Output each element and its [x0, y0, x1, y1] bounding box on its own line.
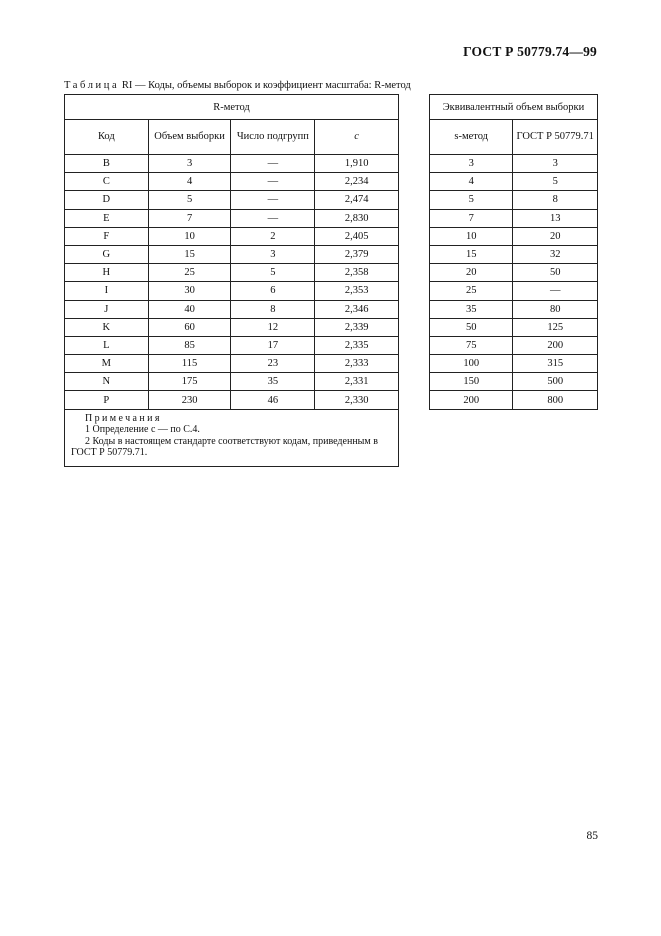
c-value-cell: 2,346 — [315, 300, 399, 318]
c-value-cell: 2,330 — [315, 391, 399, 409]
code-cell: B — [65, 155, 149, 173]
subgroups-cell: 6 — [231, 282, 315, 300]
subgroups-cell: 5 — [231, 264, 315, 282]
s-method-cell: 50 — [430, 318, 513, 336]
table-notes — [65, 409, 399, 466]
table-row — [430, 336, 598, 354]
table-row — [65, 191, 399, 209]
table-row — [430, 318, 598, 336]
table-row — [65, 355, 399, 373]
equivalent-title: Эквивалентный объем выборки — [430, 95, 598, 120]
gost-size-cell: 200 — [513, 336, 598, 354]
code-cell: K — [65, 318, 149, 336]
code-cell: C — [65, 173, 149, 191]
column-header-sample-size: Объем выборки — [148, 120, 231, 155]
code-cell: P — [65, 391, 149, 409]
table-row — [430, 300, 598, 318]
table-row — [65, 318, 399, 336]
c-value-cell: 2,333 — [315, 355, 399, 373]
table-row — [430, 391, 598, 409]
sample-size-cell: 85 — [148, 336, 231, 354]
subgroups-cell: 17 — [231, 336, 315, 354]
table-row — [65, 373, 399, 391]
subgroups-cell: — — [231, 155, 315, 173]
code-cell: M — [65, 355, 149, 373]
s-method-cell: 3 — [430, 155, 513, 173]
table-row — [430, 227, 598, 245]
s-method-cell: 35 — [430, 300, 513, 318]
column-header-subgroups: Число подгрупп — [231, 120, 315, 155]
code-cell: D — [65, 191, 149, 209]
table-caption-text: RI — Коды, объемы выборок и коэффициент масштаба: R-метод — [121, 80, 411, 91]
table-row — [65, 209, 399, 227]
page-number: 85 — [586, 830, 598, 842]
c-value-cell: 1,910 — [315, 155, 399, 173]
column-header-code: Код — [65, 120, 149, 155]
sample-size-cell: 230 — [148, 391, 231, 409]
s-method-cell: 20 — [430, 264, 513, 282]
table-row — [430, 155, 598, 173]
gost-size-cell: 32 — [513, 245, 598, 263]
s-method-cell: 200 — [430, 391, 513, 409]
table-row — [65, 155, 399, 173]
s-method-cell: 150 — [430, 373, 513, 391]
table-row — [65, 245, 399, 263]
gost-size-cell: 500 — [513, 373, 598, 391]
sample-size-cell: 10 — [148, 227, 231, 245]
column-header-c: c — [315, 120, 399, 155]
s-method-cell: 7 — [430, 209, 513, 227]
subgroups-cell: 23 — [231, 355, 315, 373]
subgroups-cell: — — [231, 173, 315, 191]
c-value-cell: 2,474 — [315, 191, 399, 209]
subgroups-cell: 2 — [231, 227, 315, 245]
column-header-gost: ГОСТ Р 50779.71 — [513, 120, 598, 155]
sample-size-cell: 7 — [148, 209, 231, 227]
table-caption — [64, 80, 411, 91]
code-cell: L — [65, 336, 149, 354]
r-method-table — [64, 94, 399, 467]
table-row — [65, 227, 399, 245]
gost-size-cell: 8 — [513, 191, 598, 209]
gost-size-cell: 13 — [513, 209, 598, 227]
gost-size-cell: 800 — [513, 391, 598, 409]
table-row — [430, 264, 598, 282]
notes-title: Примечания — [85, 412, 162, 424]
table-row — [65, 391, 399, 409]
table-row — [430, 373, 598, 391]
subgroups-cell: — — [231, 191, 315, 209]
document-code: ГОСТ Р 50779.74—99 — [463, 44, 597, 59]
table-row — [65, 336, 399, 354]
s-method-cell: 5 — [430, 191, 513, 209]
code-cell: N — [65, 373, 149, 391]
sample-size-cell: 30 — [148, 282, 231, 300]
sample-size-cell: 115 — [148, 355, 231, 373]
table-row — [430, 173, 598, 191]
table-row — [430, 245, 598, 263]
table-row — [65, 300, 399, 318]
sample-size-cell: 25 — [148, 264, 231, 282]
column-header-s-method: s-метод — [430, 120, 513, 155]
s-method-cell: 4 — [430, 173, 513, 191]
gost-size-cell: 80 — [513, 300, 598, 318]
table-caption-label: Таблица — [64, 80, 120, 91]
gost-size-cell: 5 — [513, 173, 598, 191]
subgroups-cell: 12 — [231, 318, 315, 336]
r-method-title: R-метод — [65, 95, 399, 120]
s-method-cell: 15 — [430, 245, 513, 263]
sample-size-cell: 4 — [148, 173, 231, 191]
c-value-cell: 2,339 — [315, 318, 399, 336]
c-value-cell: 2,379 — [315, 245, 399, 263]
sample-size-cell: 3 — [148, 155, 231, 173]
code-cell: J — [65, 300, 149, 318]
code-cell: E — [65, 209, 149, 227]
subgroups-cell: 46 — [231, 391, 315, 409]
code-cell: G — [65, 245, 149, 263]
equivalent-sample-size-table — [429, 94, 598, 410]
sample-size-cell: 40 — [148, 300, 231, 318]
c-value-cell: 2,331 — [315, 373, 399, 391]
c-value-cell: 2,830 — [315, 209, 399, 227]
sample-size-cell: 60 — [148, 318, 231, 336]
sample-size-cell: 175 — [148, 373, 231, 391]
table-row — [65, 264, 399, 282]
gost-size-cell: — — [513, 282, 598, 300]
s-method-cell: 25 — [430, 282, 513, 300]
table-row — [430, 355, 598, 373]
s-method-cell: 100 — [430, 355, 513, 373]
note-item-1: 1 Определение c — по С.4. — [85, 424, 200, 436]
c-value-cell: 2,358 — [315, 264, 399, 282]
code-cell: I — [65, 282, 149, 300]
gost-size-cell: 125 — [513, 318, 598, 336]
table-row — [65, 173, 399, 191]
gost-size-cell: 3 — [513, 155, 598, 173]
code-cell: F — [65, 227, 149, 245]
c-value-cell: 2,353 — [315, 282, 399, 300]
c-value-cell: 2,234 — [315, 173, 399, 191]
subgroups-cell: — — [231, 209, 315, 227]
s-method-cell: 75 — [430, 336, 513, 354]
code-cell: H — [65, 264, 149, 282]
gost-size-cell: 20 — [513, 227, 598, 245]
table-row — [65, 282, 399, 300]
note-item-2: 2 Коды в настоящем стандарте соответствуют кодам, приведенным в ГОСТ Р 50779.71. — [71, 435, 378, 459]
s-method-cell: 10 — [430, 227, 513, 245]
sample-size-cell: 15 — [148, 245, 231, 263]
subgroups-cell: 3 — [231, 245, 315, 263]
gost-size-cell: 50 — [513, 264, 598, 282]
c-value-cell: 2,335 — [315, 336, 399, 354]
subgroups-cell: 35 — [231, 373, 315, 391]
c-value-cell: 2,405 — [315, 227, 399, 245]
gost-size-cell: 315 — [513, 355, 598, 373]
table-row — [430, 209, 598, 227]
table-row — [430, 191, 598, 209]
table-row — [430, 282, 598, 300]
sample-size-cell: 5 — [148, 191, 231, 209]
subgroups-cell: 8 — [231, 300, 315, 318]
